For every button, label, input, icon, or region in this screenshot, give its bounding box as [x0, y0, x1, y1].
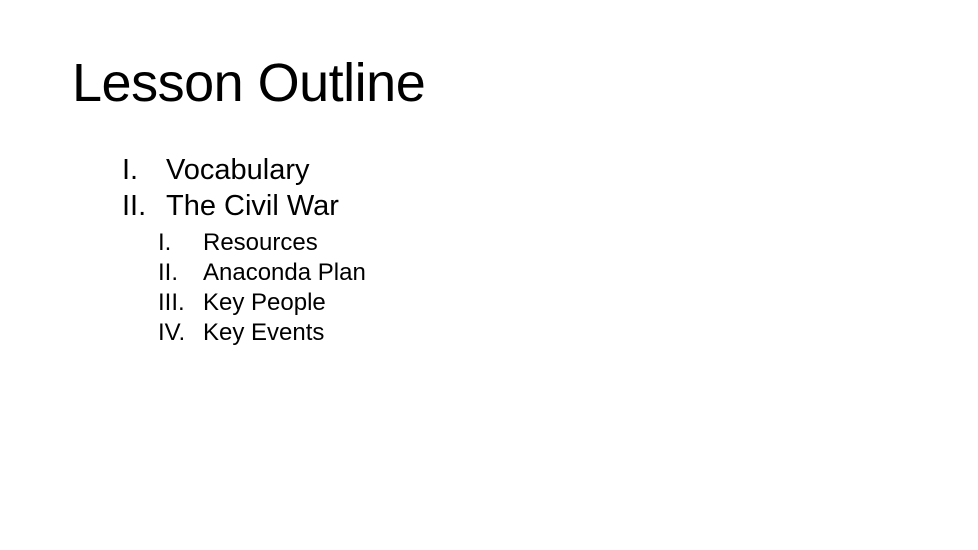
outline-subitem-key-events — [0, 318, 978, 348]
outline-subitem-label: Resources — [203, 229, 318, 256]
outline-subitem-key-people — [0, 288, 978, 318]
outline-subitem-anaconda-plan — [0, 258, 978, 288]
list-numeral: II. — [122, 190, 147, 222]
list-numeral: I. — [122, 154, 139, 186]
outline-subitem-label: Anaconda Plan — [203, 259, 366, 286]
list-numeral: III. — [158, 289, 185, 316]
slide-title: Lesson Outline — [72, 53, 426, 113]
outline-item-label: Vocabulary — [166, 154, 310, 186]
outline-item-civil-war — [0, 188, 978, 224]
list-numeral: II. — [158, 259, 179, 286]
outline-item-vocabulary — [0, 152, 978, 188]
civil-war-sublist — [0, 228, 978, 348]
list-numeral: I. — [158, 229, 172, 256]
outline-subitem-resources — [0, 228, 978, 258]
outline-item-label: The Civil War — [166, 190, 339, 222]
list-numeral: IV. — [158, 319, 186, 346]
outline-subitem-label: Key People — [203, 289, 326, 316]
lesson-outline-list — [0, 152, 978, 348]
outline-subitem-label: Key Events — [203, 319, 325, 346]
